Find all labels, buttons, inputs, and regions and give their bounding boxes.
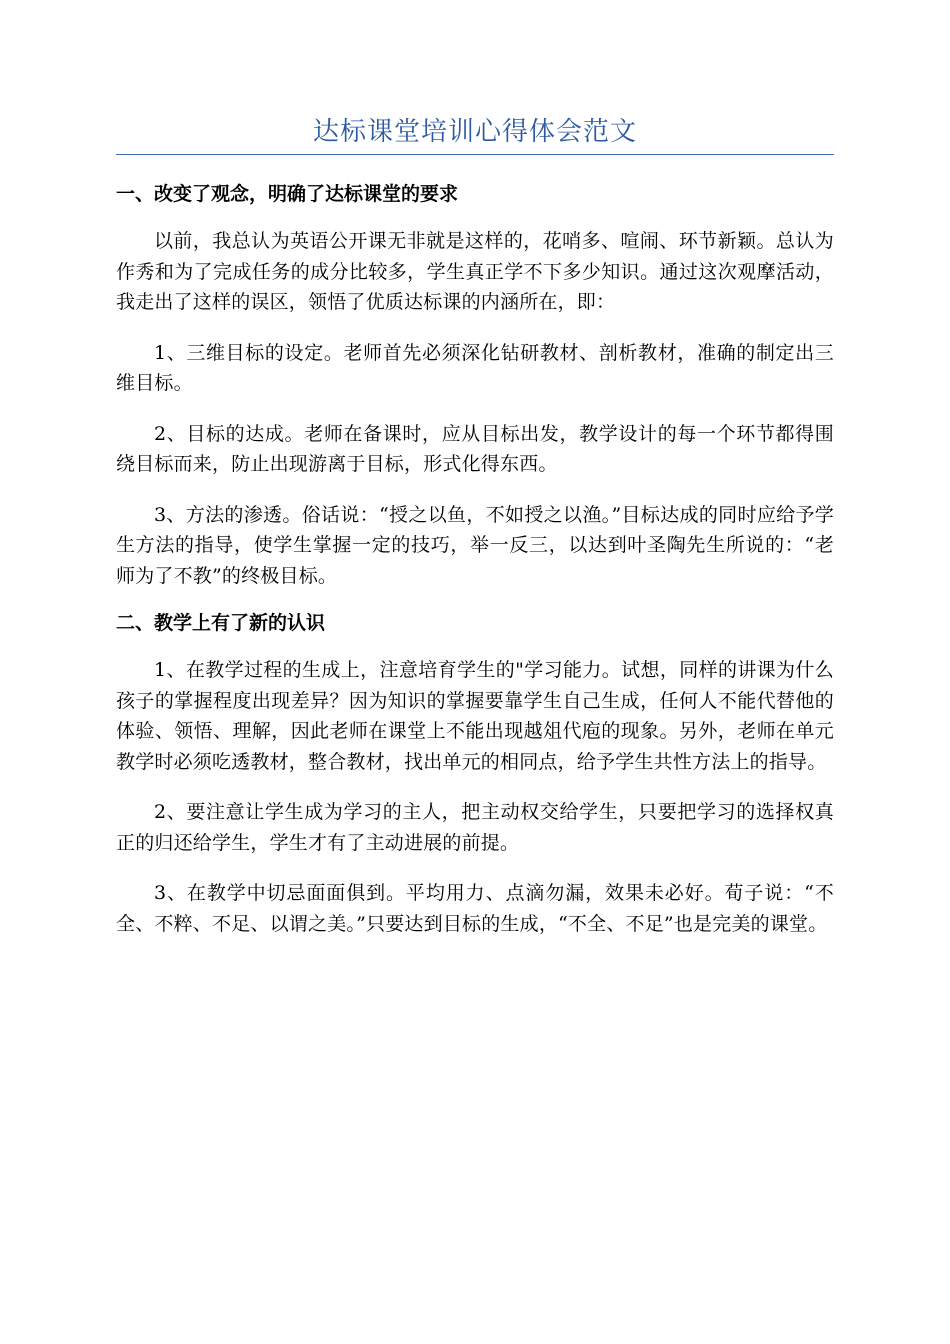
paragraph: 3、在教学中切忌面面俱到。平均用力、点滴勿漏，效果未必好。荀子说：“不全、不粹、不足、以谓之美。”只要达到目标的生成，“不全、不足”也是完美的课堂。	[116, 882, 834, 935]
paragraph: 3、方法的渗透。俗话说：“授之以鱼，不如授之以渔。”目标达成的同时应给予学生方法的指导，使学生掌握一定的技巧，举一反三，以达到叶圣陶先生所说的：“老师为了不教”的终极目标。	[116, 503, 834, 587]
section-heading-1: 一、改变了观念，明确了达标课堂的要求	[116, 183, 459, 205]
section-heading-2: 二、教学上有了新的认识	[116, 612, 326, 634]
paragraph: 1、在教学过程的生成上，注意培育学生的"学习能力。试想，同样的讲课为什么孩子的掌握程度出现差异？因为知识的掌握要靠学生自己生成，任何人不能代替他的体验、领悟、理解，因此老师在课堂上不能出现越俎代庖的现象。另外，老师在单元教学时必须吃透教材，整合教材，找出单元的相同点，给予学生共性方法上的指导。	[116, 659, 834, 773]
document-title: 达标课堂培训心得体会范文	[312, 117, 637, 147]
paragraph: 2、要注意让学生成为学习的主人，把主动权交给学生，只要把学习的选择权真正的归还给学生，学生才有了主动进展的前提。	[116, 801, 834, 854]
document-body	[116, 176, 834, 959]
title-divider	[116, 154, 834, 155]
paragraph: 以前，我总认为英语公开课无非就是这样的，花哨多、喧闹、环节新颖。总认为作秀和为了完成任务的成分比较多，学生真正学不下多少知识。通过这次观摩活动，我走出了这样的误区，领悟了优质达标课的内涵所在，即：	[116, 230, 834, 313]
paragraph: 2、目标的达成。老师在备课时，应从目标出发，教学设计的每一个环节都得围绕目标而来，防止出现游离于目标，形式化得东西。	[116, 422, 834, 475]
paragraph: 1、三维目标的设定。老师首先必须深化钻研教材、剖析教材，准确的制定出三维目标。	[116, 341, 834, 394]
